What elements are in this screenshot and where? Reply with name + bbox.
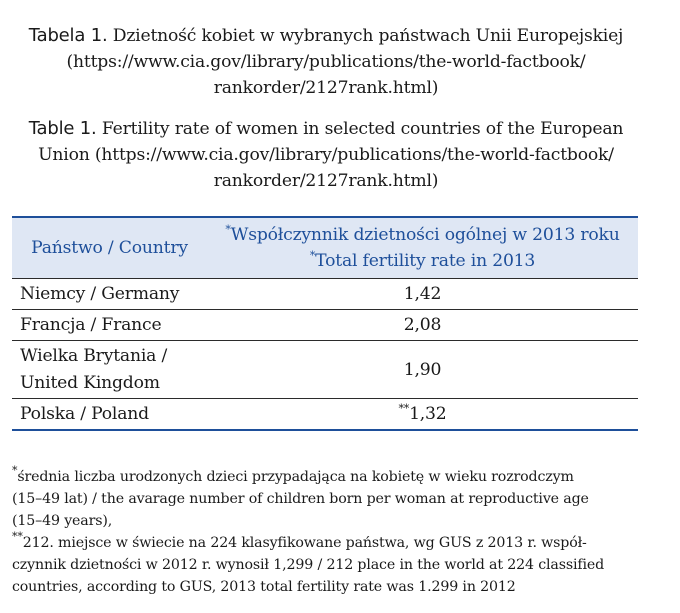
cell-value xyxy=(207,399,638,431)
caption-en-line-1 xyxy=(12,116,640,142)
table-body xyxy=(12,279,638,431)
caption-pl-line-2: (https://www.cia.gov/library/publications/the-world-factbook/ xyxy=(66,52,586,72)
footnote-2-line-1 xyxy=(12,532,642,554)
caption-pl-line-3: rankorder/2127rank.html) xyxy=(213,78,439,98)
cell-value-mark: ** xyxy=(398,402,410,415)
cell-value-number: 1,32 xyxy=(409,404,447,424)
cell-country: Polska / Poland xyxy=(12,399,207,431)
caption-en-line-2: Union (https://www.cia.gov/library/publications/the-world-factbook/ xyxy=(38,145,614,165)
footnote-1-text: średnia liczba urodzonych dzieci przypadająca na kobietę w wieku rozrodczym xyxy=(17,469,574,485)
caption-en-line-3: rankorder/2127rank.html) xyxy=(213,171,439,191)
header-rate-en xyxy=(207,248,638,274)
caption-en-lead: Table 1. xyxy=(28,118,97,139)
caption-en-title: Fertility rate of women in selected countries of the European xyxy=(101,119,624,139)
footnote-1-line-3: (15–49 years), xyxy=(12,513,113,529)
caption-pl-line-1 xyxy=(12,23,640,49)
header-rate-pl-text: Współczynnik dzietności ogólnej w 2013 roku xyxy=(230,225,620,245)
header-country: Państwo / Country xyxy=(12,217,207,279)
footnote-2-line-3: countries, according to GUS, 2013 total fertility rate was 1.299 in 2012 xyxy=(12,579,516,595)
cell-country xyxy=(12,341,207,399)
footnote-2-text: 212. miejsce w świecie na 224 klasyfikowane państwa, wg GUS z 2013 r. współ- xyxy=(22,535,587,551)
fertility-table xyxy=(12,216,638,431)
cell-country: Niemcy / Germany xyxy=(12,279,207,310)
cell-value: 1,42 xyxy=(207,279,638,310)
cell-country-line-2: United Kingdom xyxy=(20,373,160,393)
header-rate-en-mark: * xyxy=(309,249,316,262)
table-row xyxy=(12,399,638,431)
header-rate-pl xyxy=(207,222,638,248)
footnote-1-mark: * xyxy=(12,464,18,477)
header-rate-pl-mark: * xyxy=(225,223,231,236)
cell-value: 2,08 xyxy=(207,310,638,341)
table-row xyxy=(12,341,638,399)
table-row xyxy=(12,279,638,310)
footnote-2-mark: ** xyxy=(12,530,23,543)
footnote-2-line-2: czynnik dzietności w 2012 r. wynosił 1,299 / 212 place in the world at 224 classified xyxy=(12,557,605,573)
cell-country-line-1: Wielka Brytania / xyxy=(20,346,168,366)
caption-pl-title: Dzietność kobiet w wybranych państwach Unii Europejskiej xyxy=(112,26,624,46)
table-caption-polish xyxy=(12,23,640,101)
table-header-row xyxy=(12,217,638,279)
cell-country: Francja / France xyxy=(12,310,207,341)
header-rate-en-text: Total fertility rate in 2013 xyxy=(315,251,536,271)
caption-pl-lead: Tabela 1. xyxy=(28,25,108,46)
table-caption-english xyxy=(12,116,640,194)
header-fertility-rate xyxy=(207,217,638,279)
table-row xyxy=(12,310,638,341)
table-header xyxy=(12,217,638,279)
cell-value: 1,90 xyxy=(207,341,638,399)
footnotes xyxy=(12,466,642,598)
footnote-1-line-2: (15–49 lat) / the avarage number of children born per woman at reproductive age xyxy=(12,491,589,507)
footnote-1-line-1 xyxy=(12,466,642,488)
